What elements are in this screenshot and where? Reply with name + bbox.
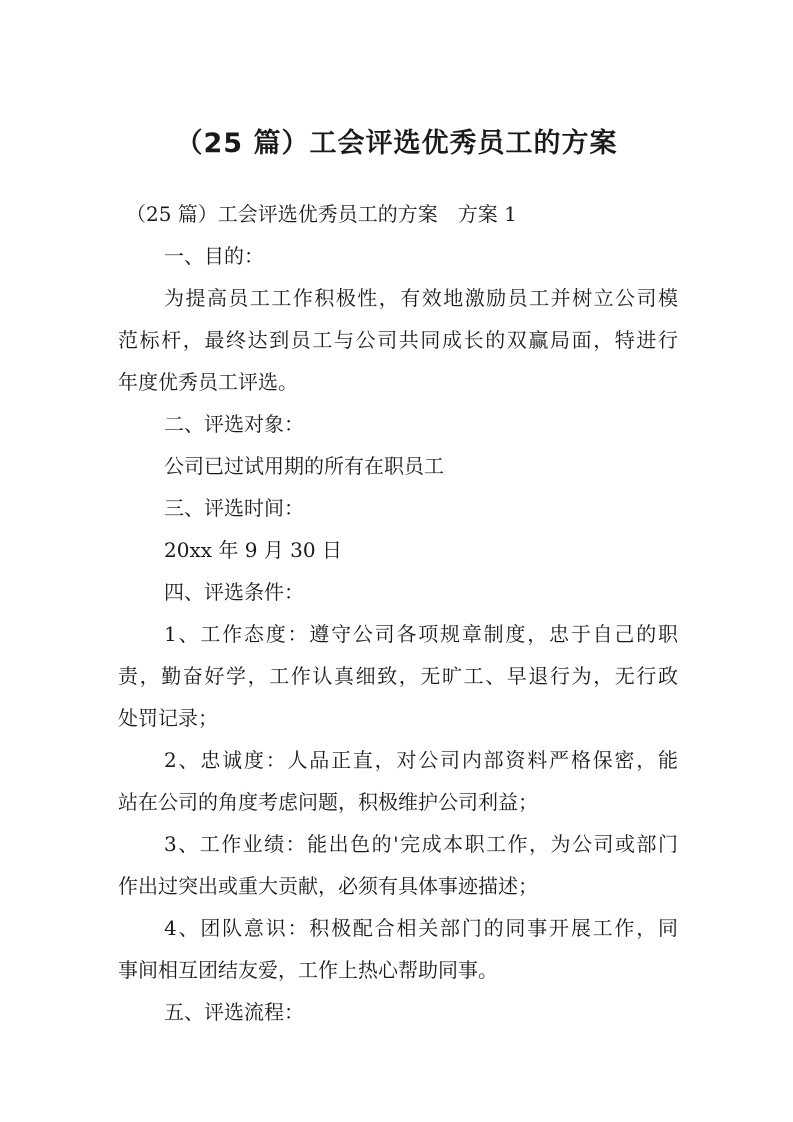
paragraph-line: 处罚记录； xyxy=(118,706,218,730)
paragraph-line: 3、工作业绩：能出色的'完成本职工作，为公司或部门 xyxy=(164,832,678,856)
paragraph-line: 年度优秀员工评选。 xyxy=(118,370,298,394)
paragraph-line: 为提高员工工作积极性，有效地激励员工并树立公司模 xyxy=(164,286,678,310)
paragraph-line: 站在公司的角度考虑问题，积极维护公司利益； xyxy=(118,790,538,814)
paragraph-line: 责，勤奋好学，工作认真细致，无旷工、早退行为，无行政 xyxy=(118,664,678,688)
section-heading: 二、评选对象： xyxy=(164,412,304,436)
paragraph-line: 事间相互团结友爱，工作上热心帮助同事。 xyxy=(118,958,498,982)
paragraph-line: 20xx 年 9 月 30 日 xyxy=(164,538,342,562)
subtitle-line: （25 篇）工会评选优秀员工的方案 方案 1 xyxy=(126,202,517,226)
section-heading: 三、评选时间： xyxy=(164,496,304,520)
paragraph-line: 公司已过试用期的所有在职员工 xyxy=(164,454,444,478)
paragraph-line: 1、工作态度：遵守公司各项规章制度，忠于自己的职 xyxy=(164,622,678,646)
paragraph-line: 范标杆，最终达到员工与公司共同成长的双赢局面，特进行 xyxy=(118,328,678,352)
paragraph-line: 作出过突出或重大贡献，必须有具体事迹描述； xyxy=(118,874,538,898)
document-title: （25 篇）工会评选优秀员工的方案 xyxy=(175,128,618,159)
paragraph-line: 4、团队意识：积极配合相关部门的同事开展工作，同 xyxy=(164,916,678,940)
section-heading: 五、评选流程： xyxy=(164,1000,304,1024)
section-heading: 四、评选条件： xyxy=(164,580,304,604)
paragraph-line: 2、忠诚度：人品正直，对公司内部资料严格保密，能 xyxy=(164,748,678,772)
section-heading: 一、目的： xyxy=(164,244,264,268)
